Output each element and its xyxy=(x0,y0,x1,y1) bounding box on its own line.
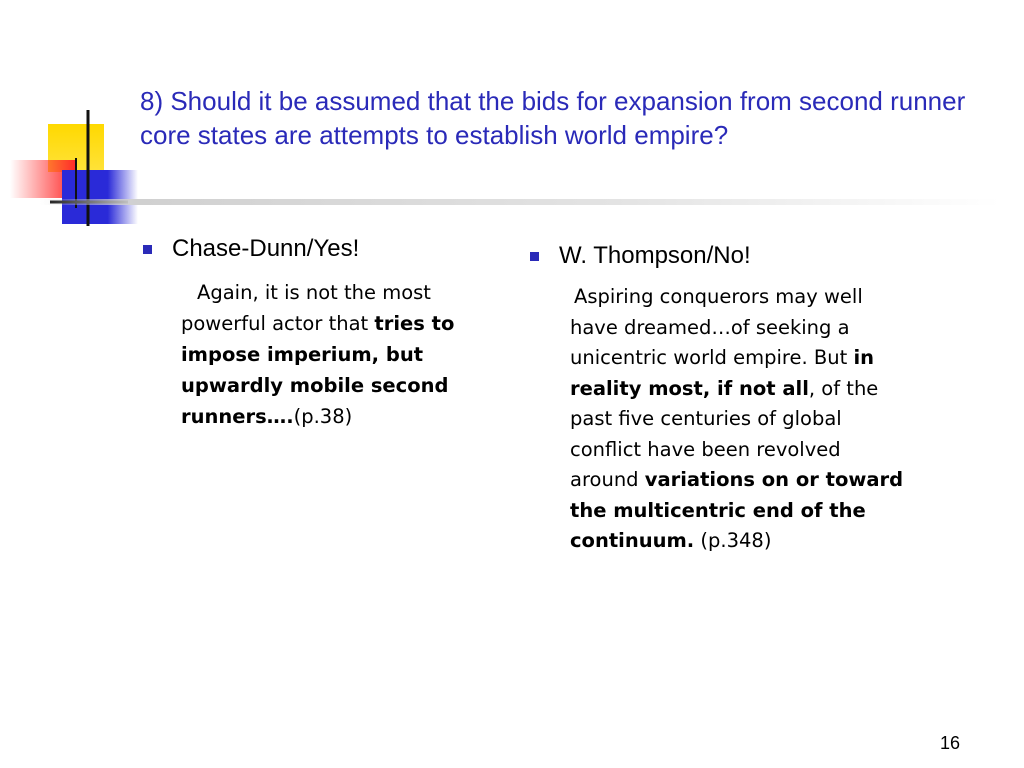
square-bullet-icon xyxy=(143,245,152,254)
bullet-item-chase-dunn xyxy=(143,233,513,265)
quote-text: Aspiring conquerors may well have dreamed…of seeking a unicentric world empire. But xyxy=(570,285,863,369)
square-bullet-icon xyxy=(530,252,539,261)
quote-text: , of the past five centuries of global conflict have been revolved around xyxy=(570,376,879,491)
quote-emphasis: in reality most, if not all xyxy=(570,346,875,400)
left-column xyxy=(143,233,513,432)
quote-text: Again, it is not the most powerful actor that xyxy=(181,281,431,335)
bullet-item-thompson xyxy=(530,240,910,272)
quote-emphasis: tries to impose imperium, but upwardly mobile second runners…. xyxy=(181,312,455,428)
bullet-heading: Chase-Dunn/Yes! xyxy=(172,235,360,262)
slide-title: 8) Should it be assumed that the bids for expansion from second runner core states are attempts to establish world empire? xyxy=(140,86,966,150)
slide-number: 16 xyxy=(940,733,961,753)
quote-emphasis: variations on or toward the multicentric end of the continuum. xyxy=(570,468,904,552)
quote-citation: (p.38) xyxy=(293,405,353,428)
title-divider xyxy=(40,199,1000,205)
quote-citation: (p.348) xyxy=(694,529,772,552)
quote-chase-dunn xyxy=(181,277,513,432)
bullet-heading: W. Thompson/No! xyxy=(559,242,751,269)
quote-thompson xyxy=(570,282,910,557)
right-column xyxy=(530,240,910,557)
